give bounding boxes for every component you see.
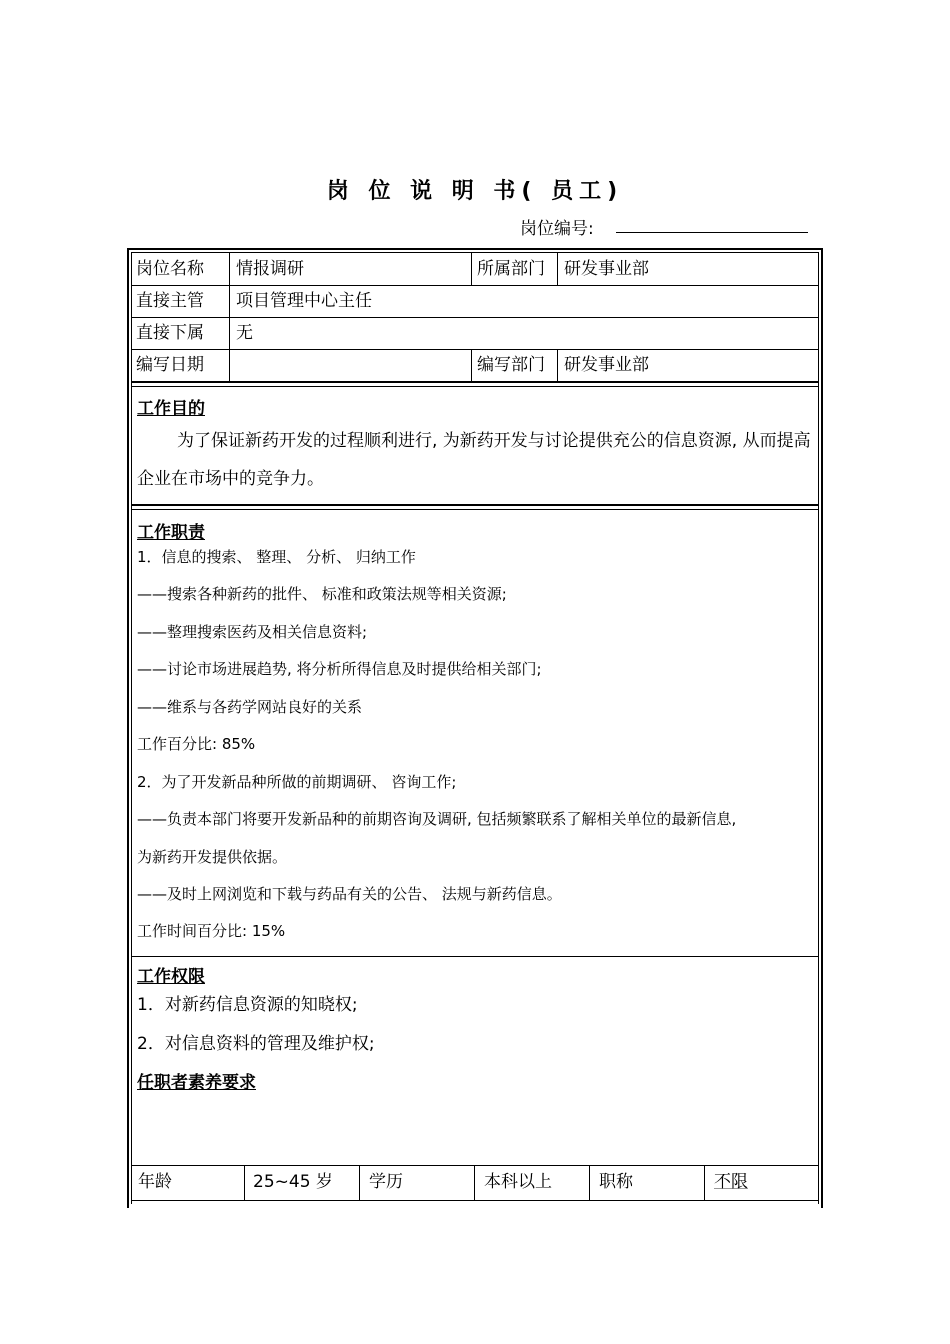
column-divider <box>471 253 472 285</box>
table-inner-frame <box>131 252 819 1204</box>
duty-line: ——搜索各种新药的批件、 标准和政策法规等相关资源; <box>137 585 507 603</box>
section-divider <box>131 504 819 510</box>
column-divider <box>229 253 230 381</box>
duty-line: 为新药开发提供依据。 <box>137 848 288 866</box>
duty-line: ——负责本部门将要开发新品种的前期咨询及调研, 包括频繁联系了解相关单位的最新信息, <box>137 810 737 828</box>
authority-item: 1．对新药信息资源的知晓权; <box>137 995 358 1015</box>
age-value: 25~45 岁 <box>253 1172 333 1192</box>
column-divider <box>359 1165 360 1200</box>
purpose-text: 为了保证新药开发的过程顺利进行, 为新药开发与讨论提供充公的信息资源, 从而提高企业在市场中的竞争力。 <box>137 431 811 489</box>
write-department-label: 编写部门 <box>477 355 545 375</box>
column-divider <box>589 1165 590 1200</box>
education-value: 本科以上 <box>484 1172 552 1192</box>
column-divider <box>474 1165 475 1200</box>
authority-item: 2．对信息资料的管理及维护权; <box>137 1034 375 1054</box>
duty-percentage: 工作百分比: 85% <box>137 735 256 753</box>
duty-line: ——维系与各药学网站良好的关系 <box>137 698 363 716</box>
purpose-heading: 工作目的 <box>137 399 205 419</box>
write-date-label: 编写日期 <box>136 355 204 375</box>
department-value: 研发事业部 <box>564 259 649 279</box>
duty-line: ——整理搜索医药及相关信息资料; <box>137 623 368 641</box>
subordinate-value: 无 <box>236 323 253 343</box>
job-title-value: 不限 <box>714 1172 748 1192</box>
requirements-heading: 任职者素养要求 <box>137 1073 256 1093</box>
age-label: 年龄 <box>138 1172 172 1192</box>
column-divider <box>557 349 558 381</box>
supervisor-value: 项目管理中心主任 <box>236 291 372 311</box>
duty-line: 2．为了开发新品种所做的前期调研、 咨询工作; <box>137 773 457 791</box>
row-divider <box>131 1200 819 1201</box>
row-divider <box>131 285 819 286</box>
education-label: 学历 <box>369 1172 403 1192</box>
column-divider <box>244 1165 245 1200</box>
document-title: 岗 位 说 明 书( 员工) <box>326 179 624 204</box>
section-divider <box>131 381 819 387</box>
department-label: 所属部门 <box>477 259 545 279</box>
post-number-label: 岗位编号: <box>520 219 594 239</box>
subordinate-label: 直接下属 <box>136 323 204 343</box>
duty-line: ——及时上网浏览和下载与药品有关的公告、 法规与新药信息。 <box>137 885 562 903</box>
supervisor-label: 直接主管 <box>136 291 204 311</box>
section-divider <box>131 956 819 957</box>
write-department-value: 研发事业部 <box>564 355 649 375</box>
duty-percentage: 工作时间百分比: 15% <box>137 922 286 940</box>
job-title-label: 职称 <box>599 1172 633 1192</box>
duties-heading: 工作职责 <box>137 523 205 543</box>
post-number-field[interactable] <box>616 232 808 233</box>
authority-heading: 工作权限 <box>137 967 205 987</box>
duty-line: ——讨论市场进展趋势, 将分析所得信息及时提供给相关部门; <box>137 660 542 678</box>
row-divider <box>131 349 819 350</box>
column-divider <box>557 253 558 285</box>
duty-line: 1．信息的搜索、 整理、 分析、 归纳工作 <box>137 548 416 566</box>
position-name-label: 岗位名称 <box>136 259 204 279</box>
position-name-value: 情报调研 <box>236 259 304 279</box>
row-divider <box>131 1165 819 1166</box>
row-divider <box>131 317 819 318</box>
column-divider <box>471 349 472 381</box>
column-divider <box>704 1165 705 1200</box>
